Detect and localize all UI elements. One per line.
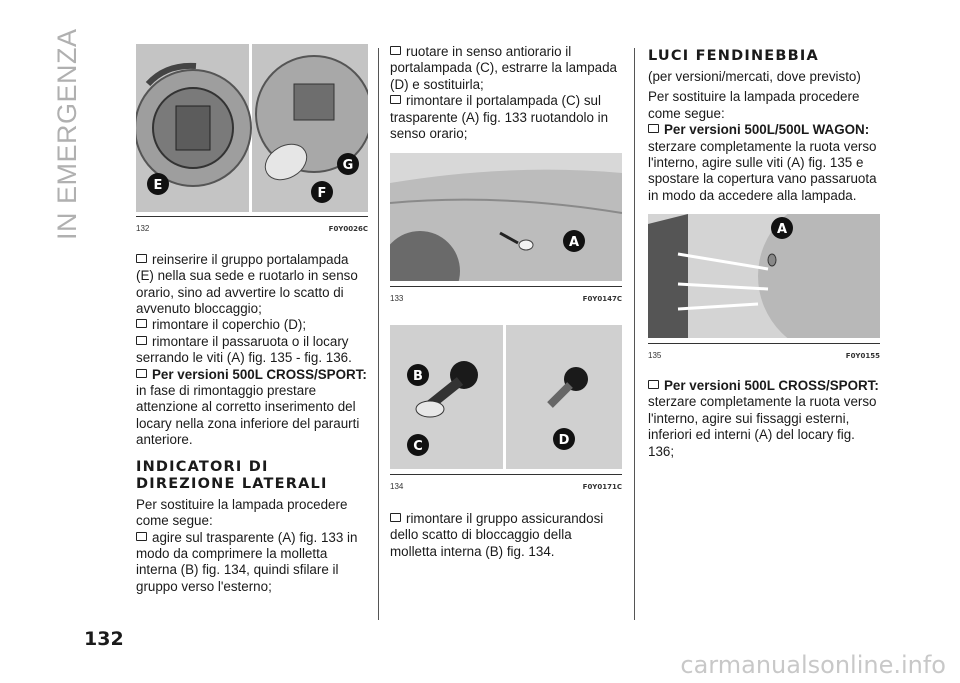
version-note: Per versioni 500L CROSS/SPORT: (648, 378, 880, 394)
column-1 (136, 44, 368, 595)
version-note: Per versioni 500L/500L WAGON: (648, 122, 880, 138)
figure-132-label-e: E (153, 178, 163, 193)
paragraph: in fase di rimontaggio prestare attenzione al corretto inserimento del locary nella zona inferiore del paraurti anteriore. (136, 383, 360, 448)
watermark: carmanualsonline.info (680, 651, 946, 679)
instruction-item: agire sul trasparente (A) fig. 133 in modo da comprimere la molletta interna (B) fig. 134, quindi sfilare il gruppo verso l'esterno; (136, 530, 368, 596)
figure-134-label-c: C (413, 439, 423, 455)
figure-133 (390, 153, 622, 307)
column-2 (390, 44, 622, 560)
instruction-item: ruotare in senso antiorario il portalampada (C), estrarre la lampada (D) e sostituirla; (390, 44, 622, 93)
column-3 (648, 44, 880, 460)
figure-132-number: 132 (136, 224, 150, 234)
paragraph: Per sostituire la lampada procedere come segue: (136, 496, 348, 529)
figure-135-illustration (648, 214, 880, 338)
paragraph: sterzare completamente la ruota verso l'interno, agire sulle viti (A) fig. 135 e spostare la copertura vano passaruota in modo da accedere alla lampada. (648, 138, 877, 203)
figure-134 (390, 325, 622, 495)
figure-134-illustration (390, 325, 622, 469)
figure-135-number: 135 (648, 350, 662, 360)
instruction-item: rimontare il gruppo assicurandosi dello scatto di bloccaggio della molletta interna (B) fig. 134. (390, 511, 622, 560)
figure-132-code: F0Y0026C (328, 225, 368, 234)
version-note: Per versioni 500L CROSS/SPORT: (136, 367, 368, 383)
instruction-item: rimontare il coperchio (D); (136, 317, 368, 333)
figure-133-number: 133 (390, 293, 404, 303)
figure-133-illustration (390, 153, 622, 281)
figure-134-code: F0Y0171C (582, 482, 622, 491)
instruction-item: reinserire il gruppo portalampada (E) nella sua sede e ruotarlo in senso orario, sino ad avvertire lo scatto di avvenuto bloccaggio; (136, 252, 368, 318)
paragraph: (per versioni/mercati, dove previsto) (648, 69, 861, 84)
column-divider-1 (378, 48, 379, 620)
page-number: 132 (84, 628, 124, 650)
paragraph: Per sostituire la lampada procedere come segue: (648, 89, 860, 121)
figure-135 (648, 214, 880, 364)
figure-134-label-d: D (558, 433, 570, 449)
instruction-item: rimontare il passaruota o il locary serrando le viti (A) fig. 135 - fig. 136. (136, 334, 368, 367)
figure-132 (136, 44, 368, 238)
figure-132-label-f: F (317, 186, 327, 201)
instruction-item: rimontare il portalampada (C) sul trasparente (A) fig. 133 ruotandolo in senso orario; (390, 93, 622, 142)
figure-135-label-a: A (776, 222, 788, 238)
figure-133-code: F0Y0147C (582, 294, 622, 303)
column-divider-2 (634, 48, 635, 620)
figure-132-label-g: G (342, 158, 354, 173)
section-heading-indicatori: INDICATORI DI DIREZIONE LATERALI (136, 458, 328, 492)
section-side-title: IN EMERGENZA (52, 28, 82, 240)
figure-134-number: 134 (390, 481, 404, 491)
figure-132-illustration (136, 44, 368, 212)
figure-133-label-a: A (568, 235, 580, 251)
figure-134-label-b: B (413, 369, 423, 385)
section-heading-fendinebbia: LUCI FENDINEBBIA (648, 48, 819, 64)
figure-135-code: F0Y0155 (845, 351, 880, 360)
paragraph: sterzare completamente la ruota verso l'interno, agire sui fissaggi esterni, inferiori ed interni (A) del locary fig. 136; (648, 394, 877, 459)
